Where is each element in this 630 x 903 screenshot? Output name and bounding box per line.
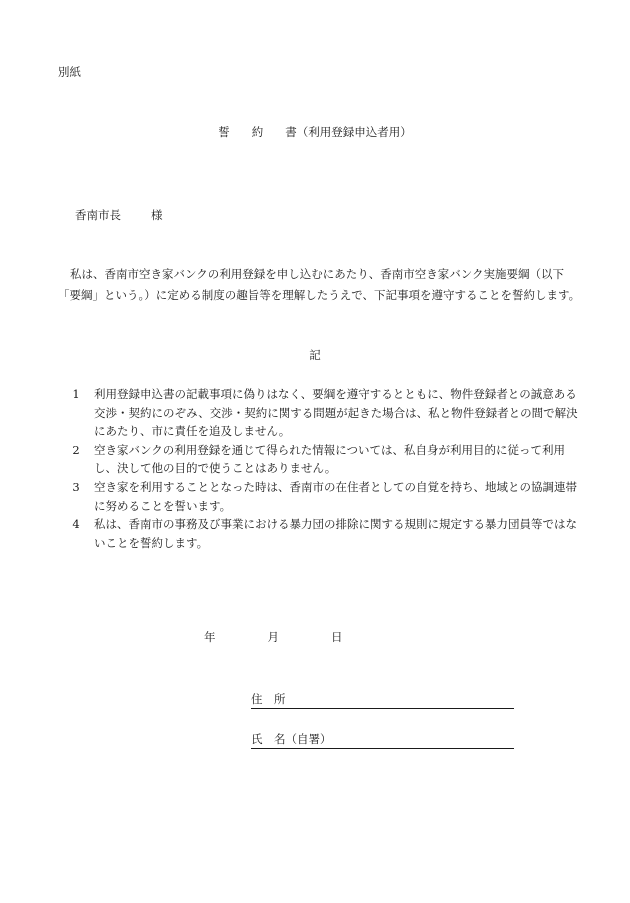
date-day: 日 [331, 630, 343, 644]
item-text: 空き家を利用することとなった時は、香南市の在住者としての自覚を持ち、地域との協調連帯に努めることを誓います。 [94, 479, 577, 513]
intro-paragraph [58, 264, 586, 306]
ki-heading: 記 [309, 348, 321, 362]
date-line [204, 629, 343, 645]
list-item [58, 478, 586, 515]
name-signature-field[interactable] [251, 731, 514, 749]
item-number: 2 [72, 442, 80, 457]
title-char-2: 約 [251, 125, 264, 139]
title-char-1: 誓 [218, 125, 230, 139]
date-year: 年 [204, 630, 216, 644]
list-item [58, 515, 586, 552]
item-number: 1 [72, 387, 80, 401]
addressee-honorific: 様 [151, 208, 163, 222]
addressee-name: 香南市長 [75, 208, 121, 222]
attachment-label: 別紙 [58, 65, 81, 79]
item-text: 利用登録申込書の記載事項に偽りはなく、要綱を遵守するとともに、物件登録者との誠意ある交渉・契約にのぞみ、交渉・契約に関する問題が起きた場合は、私と物件登録者との間で解決にあたり、市に責任を追及しません。 [94, 387, 578, 439]
item-number: 4 [72, 517, 80, 532]
list-item [58, 385, 586, 441]
title-char-3: 書 [285, 125, 297, 139]
intro-text: 私は、香南市空き家バンクの利用登録を申し込むにあたり、香南市空き家バンク実施要綱（以下「要綱」という。）に定める制度の趣旨等を理解したうえで、下記事項を遵守することを誓約します。 [58, 267, 581, 302]
list-item [58, 441, 586, 478]
item-text: 私は、香南市の事務及び事業における暴力団の排除に関する規則に規定する暴力団員等ではないことを誓約します。 [94, 517, 577, 550]
addressee [75, 207, 163, 223]
name-label: 氏 名（自署） [251, 732, 332, 746]
address-field[interactable] [251, 691, 514, 709]
document-title [0, 124, 630, 140]
item-text: 空き家バンクの利用登録を通じて得られた情報については、私自身が利用目的に従って利用し、決して他の目的で使うことはありません。 [94, 442, 566, 476]
title-suffix: （利用登録申込者用） [296, 125, 412, 139]
address-label: 住 所 [251, 692, 286, 706]
item-number: 3 [72, 479, 80, 494]
date-month: 月 [267, 630, 279, 644]
pledge-list [58, 385, 586, 552]
